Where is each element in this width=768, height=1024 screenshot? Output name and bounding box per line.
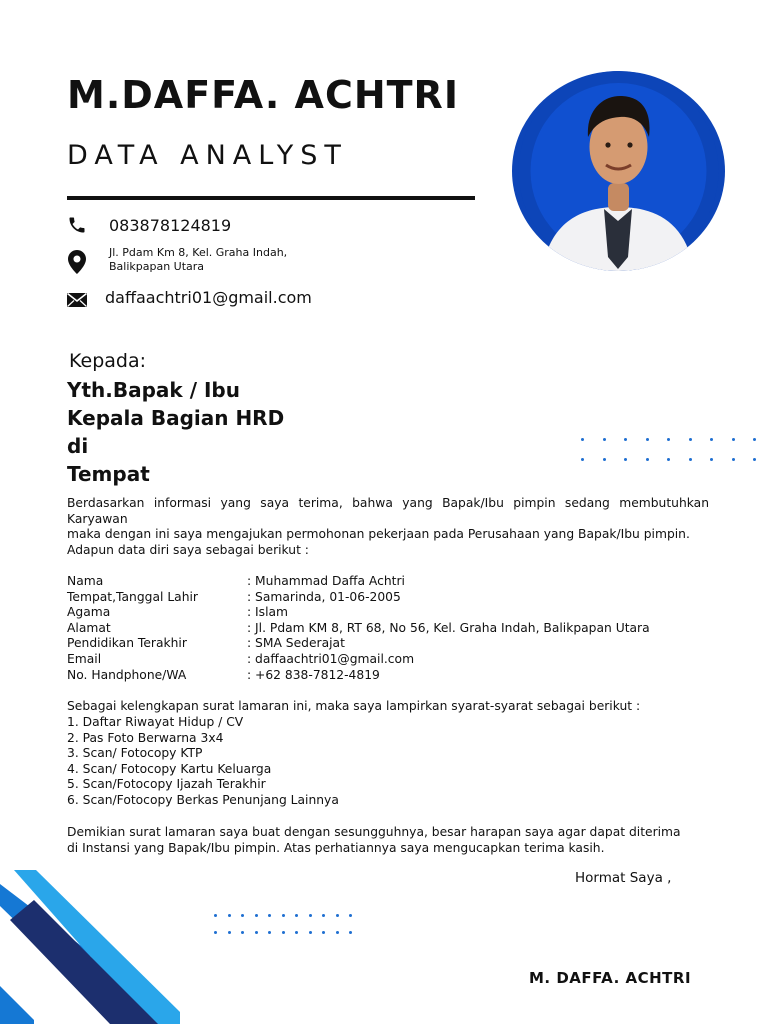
dot	[322, 931, 325, 934]
data-label: Alamat	[67, 620, 111, 635]
recipient-line: Kepala Bagian HRD	[67, 406, 285, 430]
salutation: Kepada:	[69, 350, 147, 372]
personal-data-table	[67, 574, 650, 683]
data-value: : +62 838-7812-4819	[247, 667, 380, 682]
dot	[624, 438, 627, 441]
dot	[336, 931, 339, 934]
dot	[349, 931, 352, 934]
letter-intro-line: maka dengan ini saya mengajukan permohonan pekerjaan pada Perusahaan yang Bapak/Ibu pimpin.	[67, 527, 690, 542]
table-row	[67, 668, 650, 684]
data-value: : SMA Sederajat	[247, 636, 345, 651]
phone-icon	[66, 214, 88, 236]
address-line: Jl. Pdam Km 8, Kel. Graha Indah,	[109, 246, 288, 259]
list-item: 2. Pas Foto Berwarna 3x4	[67, 730, 224, 745]
regards: Hormat Saya ,	[575, 870, 672, 886]
applicant-name: M.DAFFA. ACHTRI	[67, 73, 459, 117]
table-row	[67, 621, 650, 637]
data-label: Agama	[67, 605, 111, 620]
dot-pattern-bottom	[214, 914, 352, 934]
data-value: : daffaachtri01@gmail.com	[247, 651, 415, 666]
data-label: No. Handphone/WA	[67, 667, 187, 682]
closing-line: di Instansi yang Bapak/Ibu pimpin. Atas perhatiannya saya mengucapkan terima kasih.	[67, 840, 605, 855]
job-title: DATA ANALYST	[67, 140, 348, 171]
letter-intro	[67, 496, 709, 558]
dot	[295, 914, 298, 917]
recipient-line: Yth.Bapak / Ibu	[67, 378, 240, 402]
profile-photo	[512, 71, 725, 271]
table-row	[67, 636, 650, 652]
list-item: 4. Scan/ Fotocopy Kartu Keluarga	[67, 761, 272, 776]
dot	[753, 458, 756, 461]
dot	[689, 438, 692, 441]
dot	[241, 914, 244, 917]
closing-paragraph	[67, 825, 709, 856]
dot	[603, 438, 606, 441]
dot	[753, 438, 756, 441]
table-row	[67, 574, 650, 590]
dot	[228, 914, 231, 917]
signature-name: M. DAFFA. ACHTRI	[529, 969, 692, 987]
dot	[624, 458, 627, 461]
data-label: Tempat,Tanggal Lahir	[67, 589, 198, 604]
dot	[349, 914, 352, 917]
table-row	[67, 590, 650, 606]
dot	[732, 458, 735, 461]
data-value: : Islam	[247, 605, 289, 620]
dot	[732, 438, 735, 441]
letter-intro-line: Adapun data diri saya sebagai berikut :	[67, 542, 309, 557]
dot	[667, 438, 670, 441]
table-row	[67, 652, 650, 668]
recipient-line: di	[67, 434, 89, 458]
map-pin-icon	[66, 251, 88, 273]
data-label: Nama	[67, 574, 104, 588]
address-line: Balikpapan Utara	[109, 260, 205, 273]
corner-stripes	[0, 870, 180, 1024]
attachments-intro: Sebagai kelengkapan surat lamaran ini, maka saya lampirkan syarat-syarat sebagai berikut :	[67, 699, 641, 713]
phone-number: 083878124819	[109, 216, 232, 235]
dot	[710, 438, 713, 441]
data-label: Email	[67, 651, 102, 666]
letter-intro-line: Berdasarkan informasi yang saya terima, bahwa yang Bapak/Ibu pimpin sedang membutuhkan Karyawan	[67, 496, 709, 526]
email-address: daffaachtri01@gmail.com	[105, 288, 312, 307]
list-item: 5. Scan/Fotocopy Ijazah Terakhir	[67, 777, 266, 792]
table-row	[67, 605, 650, 621]
dot	[689, 458, 692, 461]
address	[109, 246, 329, 274]
list-item: 1. Daftar Riwayat Hidup / CV	[67, 715, 244, 729]
list-item: 3. Scan/ Fotocopy KTP	[67, 746, 203, 761]
data-label: Pendidikan Terakhir	[67, 636, 187, 651]
envelope-icon	[66, 289, 88, 311]
dot	[581, 458, 584, 461]
dot	[282, 914, 285, 917]
data-value: : Samarinda, 01-06-2005	[247, 589, 401, 604]
dot	[282, 931, 285, 934]
dot	[336, 914, 339, 917]
dot	[268, 931, 271, 934]
dot	[603, 458, 606, 461]
dot	[309, 914, 312, 917]
dot	[214, 931, 217, 934]
data-value: : Jl. Pdam KM 8, RT 68, No 56, Kel. Graha Indah, Balikpapan Utara	[247, 620, 650, 635]
dot	[268, 914, 271, 917]
closing-line: Demikian surat lamaran saya buat dengan sesungguhnya, besar harapan saya agar dapat diterima	[67, 825, 681, 839]
list-item: 6. Scan/Fotocopy Berkas Penunjang Lainnya	[67, 792, 339, 807]
dot	[309, 931, 312, 934]
dot	[295, 931, 298, 934]
dot	[322, 914, 325, 917]
dot	[710, 458, 713, 461]
dot	[646, 438, 649, 441]
dot	[581, 438, 584, 441]
dot	[214, 914, 217, 917]
dot	[646, 458, 649, 461]
attachments-list	[67, 715, 339, 809]
dot	[255, 914, 258, 917]
dot	[667, 458, 670, 461]
dot	[228, 931, 231, 934]
dot	[255, 931, 258, 934]
data-value: : Muhammad Daffa Achtri	[247, 574, 405, 588]
header-divider	[67, 196, 475, 200]
recipient-line: Tempat	[67, 462, 150, 486]
dot	[241, 931, 244, 934]
dot-pattern-right	[581, 438, 756, 461]
